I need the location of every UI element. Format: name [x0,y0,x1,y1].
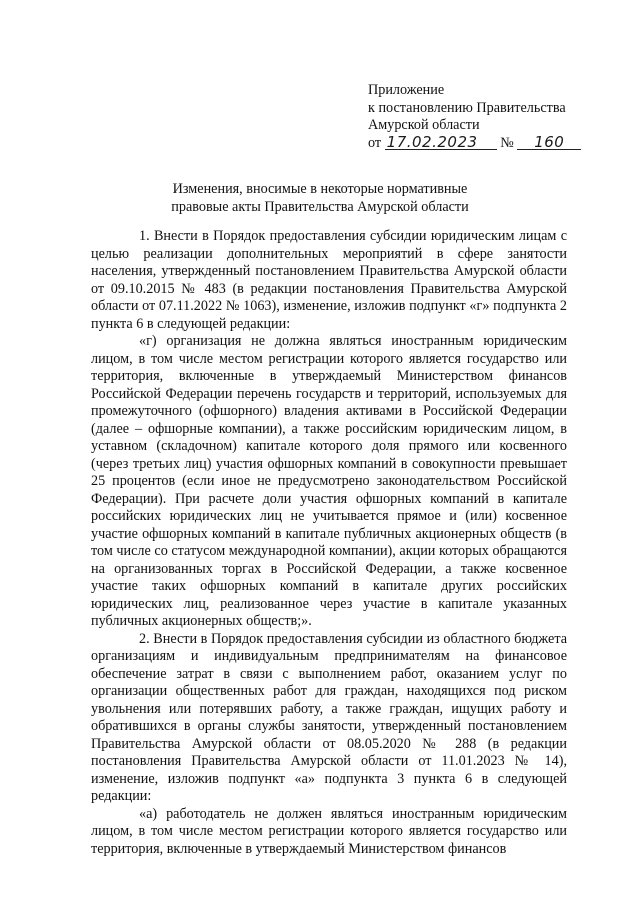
date-prefix: от [368,134,382,151]
handwritten-number: 160 [517,135,581,150]
title-line-1: Изменения, вносимые в некоторые нормативные [172,181,468,197]
paragraph-2: 2. Внести в Порядок предоставления субсидии из областного бюджета организациям и индивидуальным предпринимателям на финансовое обеспечение затрат в связи с выполнением работ, оказанием услуг по организации общественных работ для граждан, находящихся под риском увольнения или потерявших работу, а также граждан, ищущих работу и обратившихся в органы службы занятости, утвержденный постановлением Правительства Амурской области от 08.05.2020 № 288 (в редакции постановления Правительства Амурской области от 11.01.2023 № 14), изменение, изложив подпункт «а» подпункта 3 пункта 6 в следующей редакции: [91,630,567,804]
document-title [150,181,490,216]
paragraph-quote-a: «а) работодатель не должен являться иностранным юридическим лицом, в том числе местом регистрации которого является государство или территория, включенные в утверждаемый Министерством финансов [91,805,567,857]
number-sign: № [500,134,514,151]
appendix-region: Амурской области [368,117,480,133]
paragraph-1: 1. Внести в Порядок предоставления субсидии юридическим лицам с целью реализации дополнительных мероприятий в сфере занятости населения, утвержденный постановлением Правительства Амурской области от 09.10.2015 № 483 (в редакции постановления Правительства Амурской области от 07.11.2022 № 1063), изменение, изложив подпункт «г» подпункта 2 пункта 6 в следующей редакции: [91,228,567,332]
document-body [91,228,567,858]
appendix-heading: Приложение [368,82,445,98]
appendix-block [368,82,628,152]
appendix-date-number [368,132,628,153]
title-line-2: правовые акты Правительства Амурской области [171,198,469,215]
paragraph-quote-g: «г) организация не должна являться иностранным юридическим лицом, в том числе местом регистрации которого является государство или территория, включенные в утверждаемый Министерством финансов Российской Федерации перечень государств и территорий, используемых для промежуточного (офшорного) владения активами в Российской Федерации (далее – офшорные компании), а также российским юридическим лицом, в уставном (складочном) капитале которого доля прямого или косвенного (через третьих лиц) участия офшорных компаний в совокупности превышает 25 процентов (если иное не предусмотрено законодательством Российской Федерации). При расчете доли участия офшорных компаний в капитале российских юридических лиц не учитывается прямое и (или) косвенное участие офшорных компаний в капитале публичных акционерных обществ (в том числе со статусом международной компании), акции которых обращаются на организованных торгах в Российской Федерации, а также косвенное участие таких офшорных компаний в капитале других российских юридических лиц, реализованное через участие в капитале указанных публичных акционерных обществ;». [91,333,567,629]
appendix-reference: к постановлению Правительства [368,99,566,116]
handwritten-date: 17.02.2023 [385,135,497,150]
